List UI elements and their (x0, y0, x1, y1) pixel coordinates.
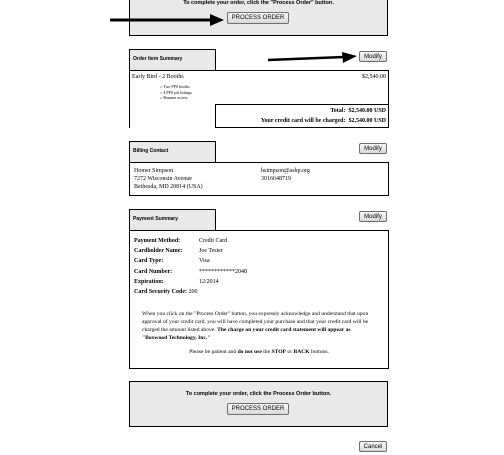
billing-email: hsimpson@ashp.org (261, 168, 310, 174)
payment-row: Expiration: 12/2014 (134, 278, 219, 285)
billing-phone: 3016648719 (261, 176, 291, 182)
order-totals-box (215, 104, 389, 128)
payment-notice: When you click on the "Process Order" button, you expressly acknowledge and understand that upon approval of your credit card, you will have completed your purchase and that your credit card will be charged the amount listed above. The charge on your credit card statement will appear as "Boxwood Technology, Inc." (142, 311, 369, 341)
payment-row: Cardholder Name: Joe Tester (134, 248, 223, 255)
order-item-price: $2,540.00 (362, 74, 386, 80)
cancel-button[interactable]: Cancel (359, 441, 387, 452)
bottom-process-order-button[interactable]: PROCESS ORDER (227, 403, 289, 415)
payment-summary-panel (129, 230, 389, 369)
payment-details (134, 236, 247, 297)
arrow-to-modify-button-icon (268, 51, 358, 65)
billing-contact-tab: Billing Contact (129, 141, 216, 163)
order-item-name: Early Bird - 2 Booths (132, 74, 184, 80)
payment-row: Card Number: ************2048 (134, 268, 247, 275)
list-item: ○ Two PPS booths (160, 84, 190, 89)
payment-row: Card Security Code: 200 (134, 289, 198, 296)
top-instruction: To complete your order, click the "Process Order" button. (183, 0, 334, 6)
list-item: ○ 4 PPS job listings (160, 89, 192, 95)
bottom-instruction: To complete your order, click the Process Order button. (185, 391, 332, 397)
billing-city: Bethesda, MD 20814 (USA) (134, 184, 203, 190)
billing-contact-panel (129, 162, 389, 196)
order-summary-tab: Order Item Summary (129, 49, 216, 71)
order-item-bullets (160, 84, 192, 101)
arrow-to-process-button-icon (110, 12, 225, 28)
billing-street: 7272 Wisconsin Avenue (134, 176, 192, 182)
payment-modify-button[interactable]: Modify (359, 211, 387, 222)
total-line: Total: $2,540.00 USD (330, 108, 386, 114)
payment-row: Payment Method: Credit Card (134, 238, 228, 244)
patience-notice: Please be patient and do not use the STOP or BACK buttons. (189, 349, 329, 355)
payment-row: Card Type: Visa (134, 258, 210, 265)
charge-line: Your credit card will be charged: $2,540.00 USD (260, 118, 386, 124)
billing-address (134, 167, 203, 191)
payment-summary-tab: Payment Summary (129, 209, 216, 231)
order-modify-button[interactable]: Modify (359, 51, 387, 62)
top-process-order-button[interactable]: PROCESS ORDER (227, 12, 289, 24)
billing-contact-info (261, 167, 310, 183)
billing-name: Homer Simpson (134, 168, 174, 174)
list-item: ○ Resume access (160, 95, 188, 100)
billing-modify-button[interactable]: Modify (359, 143, 387, 154)
